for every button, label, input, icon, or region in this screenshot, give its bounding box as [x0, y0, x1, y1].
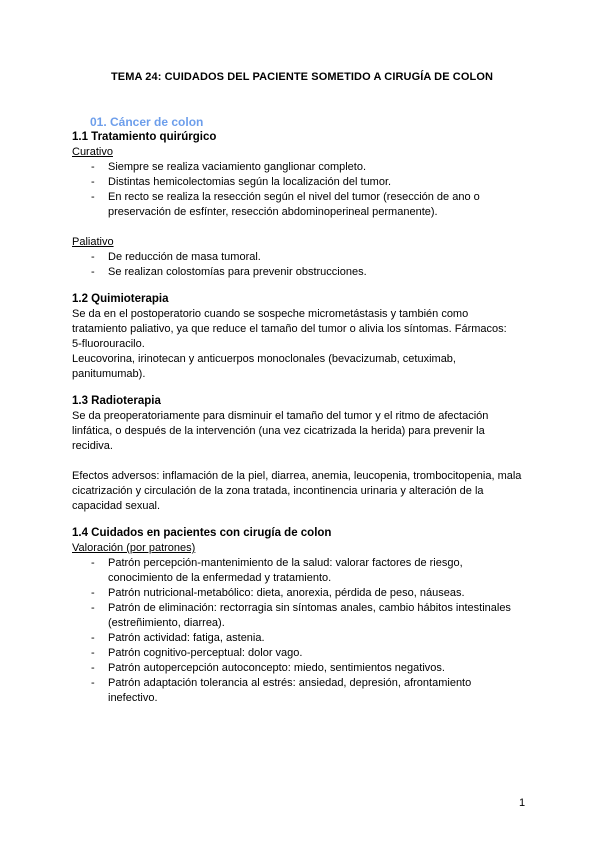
- list-item: [72, 661, 532, 676]
- list-item: [72, 646, 532, 661]
- list-item: [72, 190, 532, 220]
- paliativo-list: [72, 250, 532, 280]
- list-item-line: - Distintas hemicolectomias según la localización del tumor.: [108, 176, 392, 188]
- list-item-line: inefectivo.: [108, 692, 158, 704]
- list-item-line: conocimiento de la enfermedad y tratamiento.: [108, 572, 332, 584]
- quimioterapia-paragraph: [72, 307, 532, 382]
- list-item-line: - Patrón de eliminación: rectorragia sin síntomas anales, cambio hábitos intestinales: [108, 602, 511, 614]
- text-line: cicatrización y circulación de la zona tratada, incontinencia urinaria y alteración de la: [72, 485, 484, 497]
- list-item-line: - En recto se realiza la resección según el nivel del tumor (resección de ano o: [108, 191, 480, 203]
- list-item: [72, 586, 532, 601]
- heading-1-3: 1.3 Radioterapia: [72, 395, 161, 407]
- text-line: tratamiento paliativo, ya que reduce el tamaño del tumor o alivia los síntomas. Fármacos:: [72, 323, 507, 335]
- list-item-line: - Patrón actividad: fatiga, astenia.: [108, 632, 265, 644]
- list-item: [72, 175, 532, 190]
- text-line: Leucovorina, irinotecan y anticuerpos monoclonales (bevacizumab, cetuximab,: [72, 353, 456, 365]
- paliativo-label: Paliativo: [72, 236, 114, 248]
- curativo-list: [72, 160, 532, 220]
- list-item-line: - Siempre se realiza vaciamiento ganglionar completo.: [108, 161, 367, 173]
- text-line: recidiva.: [72, 440, 113, 452]
- text-line: capacidad sexual.: [72, 500, 161, 512]
- text-line: 5-fluorouracilo.: [72, 338, 145, 350]
- list-item: [72, 601, 532, 631]
- list-item: [72, 250, 532, 265]
- list-item-line: (estreñimiento, diarrea).: [108, 617, 225, 629]
- text-line: Se da en el postoperatorio cuando se sospeche micrometástasis y también como: [72, 308, 469, 320]
- valoracion-list: [72, 556, 532, 706]
- page-number: 1: [519, 797, 526, 809]
- list-item: [72, 160, 532, 175]
- text-line: Efectos adversos: inflamación de la piel, diarrea, anemia, leucopenia, trombocitopenia, mala: [72, 470, 522, 482]
- document-title: TEMA 24: CUIDADOS DEL PACIENTE SOMETIDO A CIRUGÍA DE COLON: [110, 71, 494, 83]
- list-item-line: - Patrón cognitivo-perceptual: dolor vago.: [108, 647, 303, 659]
- curativo-label: Curativo: [72, 146, 113, 158]
- list-item-line: - De reducción de masa tumoral.: [108, 251, 261, 263]
- list-item: [72, 676, 532, 706]
- document-page: [72, 70, 532, 706]
- list-item-line: - Patrón percepción-mantenimiento de la salud: valorar factores de riesgo,: [108, 557, 463, 569]
- list-item-line: - Patrón nutricional-metabólico: dieta, anorexia, pérdida de peso, náuseas.: [108, 587, 465, 599]
- text-line: linfática, o después de la intervención (una vez cicatrizada la herida) para prevenir la: [72, 425, 485, 437]
- list-item-line: - Se realizan colostomías para prevenir obstrucciones.: [108, 266, 367, 278]
- text-line: panitumumab).: [72, 368, 146, 380]
- list-item-line: preservación de esfínter, resección abdominoperineal permanente).: [108, 206, 438, 218]
- list-item: [72, 556, 532, 586]
- text-line: Se da preoperatoriamente para disminuir el tamaño del tumor y el ritmo de afectación: [72, 410, 489, 422]
- list-item: [72, 631, 532, 646]
- efectos-adversos-paragraph: [72, 469, 532, 514]
- heading-1-2: 1.2 Quimioterapia: [72, 293, 169, 305]
- section-heading: 01. Cáncer de colon: [90, 115, 204, 129]
- heading-1-4: 1.4 Cuidados en pacientes con cirugía de colon: [72, 527, 332, 539]
- heading-1-1: 1.1 Tratamiento quirúrgico: [72, 131, 217, 143]
- list-item-line: - Patrón adaptación tolerancia al estrés: ansiedad, depresión, afrontamiento: [108, 677, 472, 689]
- list-item: [72, 265, 532, 280]
- valoracion-label: Valoración (por patrones): [72, 542, 196, 554]
- radioterapia-paragraph: [72, 409, 532, 454]
- list-item-line: - Patrón autopercepción autoconcepto: miedo, sentimientos negativos.: [108, 662, 445, 674]
